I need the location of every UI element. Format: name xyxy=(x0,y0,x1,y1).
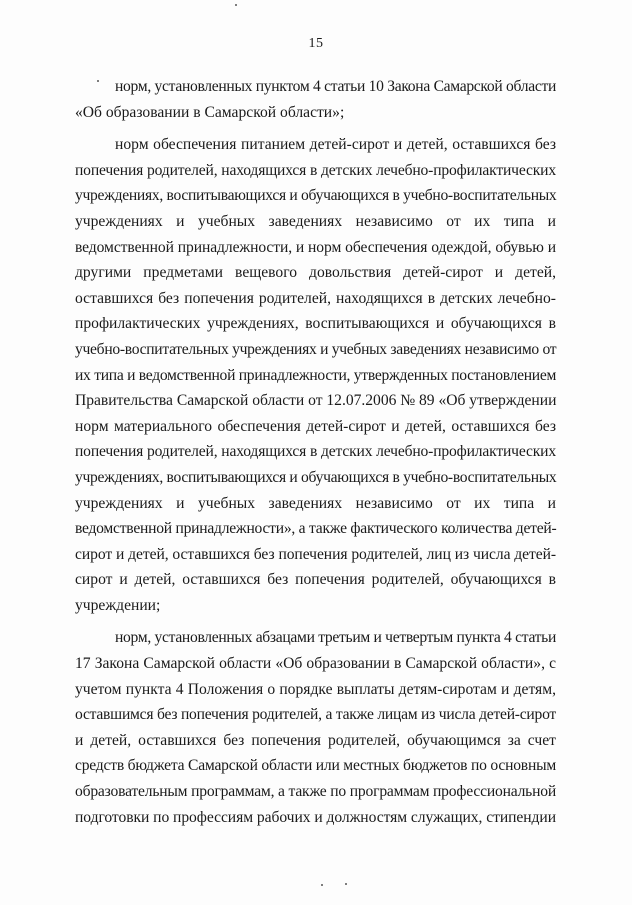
text-line: ведомственной принадлежности, и норм обеспечения одеждой, обувью и xyxy=(75,238,556,256)
text-line: оставшихся без попечения родителей, находящихся в детских лечебно- xyxy=(75,289,556,307)
paragraph-gap xyxy=(75,125,556,132)
text-line: учреждениях, воспитывающихся и обучающихся в учебно-воспитательных xyxy=(75,468,557,486)
text-line: учреждении; xyxy=(75,596,161,614)
text-line: попечения родителей, находящихся в детских лечебно-профилактических xyxy=(75,443,556,461)
text-line: норм, установленных абзацами третьим и четвертым пункта 4 статьи xyxy=(115,629,556,647)
text-line: учреждениях, воспитывающихся и обучающихся в учебно-воспитательных xyxy=(75,187,557,205)
text-line: норм, установленных пунктом 4 статьи 10 Закона Самарской области xyxy=(115,78,556,95)
text-line: 17 Закона Самарской области «Об образовании в Самарской области», с xyxy=(75,655,556,673)
text-line: учреждениях и учебных заведениях независимо от их типа и xyxy=(75,212,556,230)
text-line: подготовки по профессиям рабочих и должностям служащих, стипендии xyxy=(75,808,556,826)
page-number: 15 xyxy=(308,36,324,51)
document-body xyxy=(75,74,556,830)
text-line: образовательным программам, а также по программам профессиональной xyxy=(75,783,556,801)
scan-speck xyxy=(345,883,347,885)
scan-speck xyxy=(97,80,99,82)
text-line: «Об образовании в Самарской области»; xyxy=(75,103,345,121)
scan-speck xyxy=(321,884,323,886)
text-line: учетом пункта 4 Положения о порядке выплаты детям-сиротам и детям, xyxy=(75,680,556,698)
text-line: учреждениях и учебных заведениях независимо от их типа и xyxy=(75,494,556,512)
text-line: сирот и детей, оставшихся без попечения родителей, обучающихся в xyxy=(75,571,556,589)
text-line: профилактических учреждениях, воспитывающихся и обучающихся в xyxy=(75,315,556,333)
text-line: средств бюджета Самарской области или местных бюджетов по основным xyxy=(75,757,557,775)
text-line: сирот и детей, оставшихся без попечения родителей, лиц из числа детей- xyxy=(75,545,556,563)
text-line: попечения родителей, находящихся в детских лечебно-профилактических xyxy=(75,161,556,179)
text-line: учебно-воспитательных учреждениях и учебных заведениях независимо от xyxy=(75,340,557,358)
scan-speck xyxy=(235,4,237,6)
paragraph-gap xyxy=(75,618,556,625)
text-line: и детей, оставшихся без попечения родителей, обучающимся за счет xyxy=(75,731,556,749)
text-line: Правительства Самарской области от 12.07.2006 № 89 «Об утверждении xyxy=(75,392,557,410)
text-line: норм обеспечения питанием детей-сирот и детей, оставшихся без xyxy=(115,136,556,154)
text-line: другими предметами вещевого довольствия детей-сирот и детей, xyxy=(75,264,556,282)
text-line: их типа и ведомственной принадлежности, утвержденных постановлением xyxy=(75,366,557,384)
text-line: норм материального обеспечения детей-сирот и детей, оставшихся без xyxy=(75,417,556,435)
text-line: ведомственной принадлежности», а также фактического количества детей- xyxy=(75,520,557,538)
text-line: оставшимся без попечения родителей, а также лицам из числа детей-сирот xyxy=(75,706,556,724)
